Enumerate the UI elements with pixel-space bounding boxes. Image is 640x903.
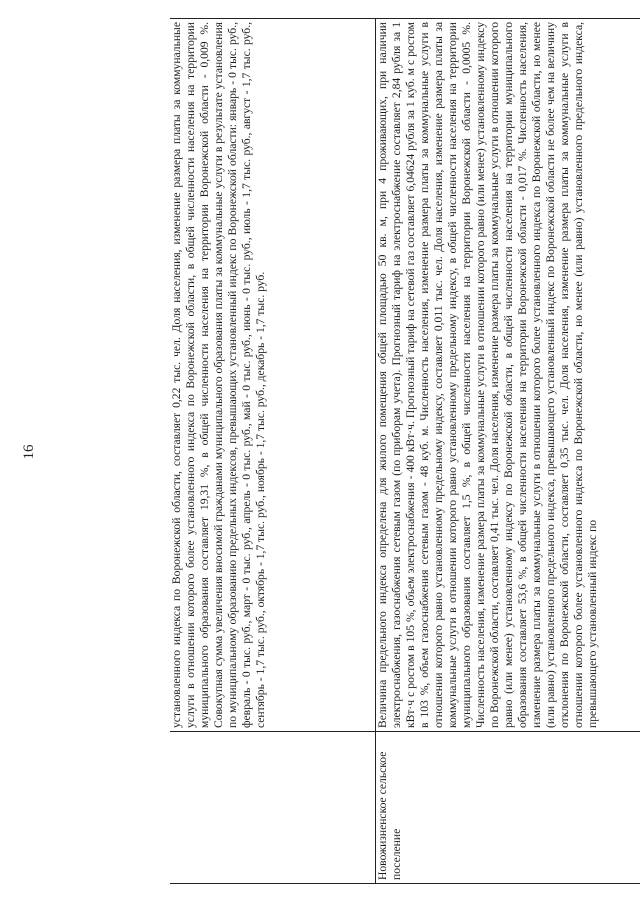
description-cell: Величина предельного индекса определена для жилого помещения общей площадью 50 кв. м, при 4 проживающих, при наличии электроснабжения, газоснабжения сетевым газом (по приборам учета). Прогнозный тариф на электроснабжение составляет 2,84 рубля за 1 кВт·ч с ростом в 105 %, объем электроснабжения - 400 кВт·ч. Прогнозный тариф на сетевой газ составляет 6,04624 рубля за 1 куб. м с ростом в 103 %, объем газоснабжения сетевым газом - 48 куб. м. Численность населения, изменение размера платы за коммунальные услуги в отношении которого равно установленному предельному индексу, составляет 0,011 тыс. чел. Доля населения, изменение размера платы за коммунальные услуги в отношении которого равно установленному предельному индексу, в общей численности населения на территории муниципального образования составляет 1,5 %, в общей численности населения на территории Воронежской области - 0,0005 %. Численность населения, изменение размера платы за коммунальные услуги в отношении которого равно (или менее) установленному индексу по Воронежской области, составляет 0,41 тыс. чел. Доля населения, изменение размера платы за коммунальные услуги в отношении которого равно (или менее) установленному индексу по Воронежской области, в общей численности населения на территории муниципального образования составляет 53,6 %, в общей численности населения на территории Воронежской области - 0,017 %. Численность населения, изменение размера платы за коммунальные услуги в отношении которого более установленного индекса по Воронежской области, но менее (или равно) установленного предельного индекса, превышающего установленный индекс по Воронежской области не более чем на величину отклонения по Воронежской области, составляет 0,35 тыс. чел. Доля населения, изменение размера платы за коммунальные услуги в отношении которого более установленного индекса по Воронежской области, но менее (или равно) установленного предельного индекса, превышающего установленный индекс по — [375, 19, 640, 732]
page-number: 16 — [21, 444, 37, 460]
description-cell: установленного индекса по Воронежской области, составляет 0,22 тыс. чел. Доля населения, изменение размера платы за коммунальные услуги в отношении которого более установленного индекса по Воронежской области, в общей численности населения на территории муниципального образования составляет 19,31 %, в общей численности населения на территории Воронежской области - 0,009 %. Совокупная сумма увеличения вносимой гражданами муниципального образования платы за коммунальные услуги в результате установления по муниципальному образованию предельных индексов, превышающих установленный индекс по Воронежской области: январь - 0 тыс. руб., февраль - 0 тыс. руб., март - 0 тыс. руб., апрель - 0 тыс. руб., май - 0 тыс. руб., июнь - 0 тыс. руб., июль - 1,7 тыс. руб., август - 1,7 тыс. руб., сентябрь - 1,7 тыс. руб., октябрь - 1,7 тыс. руб., ноябрь - 1,7 тыс. руб., декабрь - 1,7 тыс. руб. — [170, 19, 375, 732]
municipality-name-cell — [170, 732, 375, 884]
table-row — [375, 19, 640, 884]
indices-table — [170, 18, 640, 884]
table-row — [170, 19, 375, 884]
rotated-page-content — [170, 18, 640, 884]
municipality-name-cell: Новожизненское сельское поселение — [375, 732, 640, 884]
